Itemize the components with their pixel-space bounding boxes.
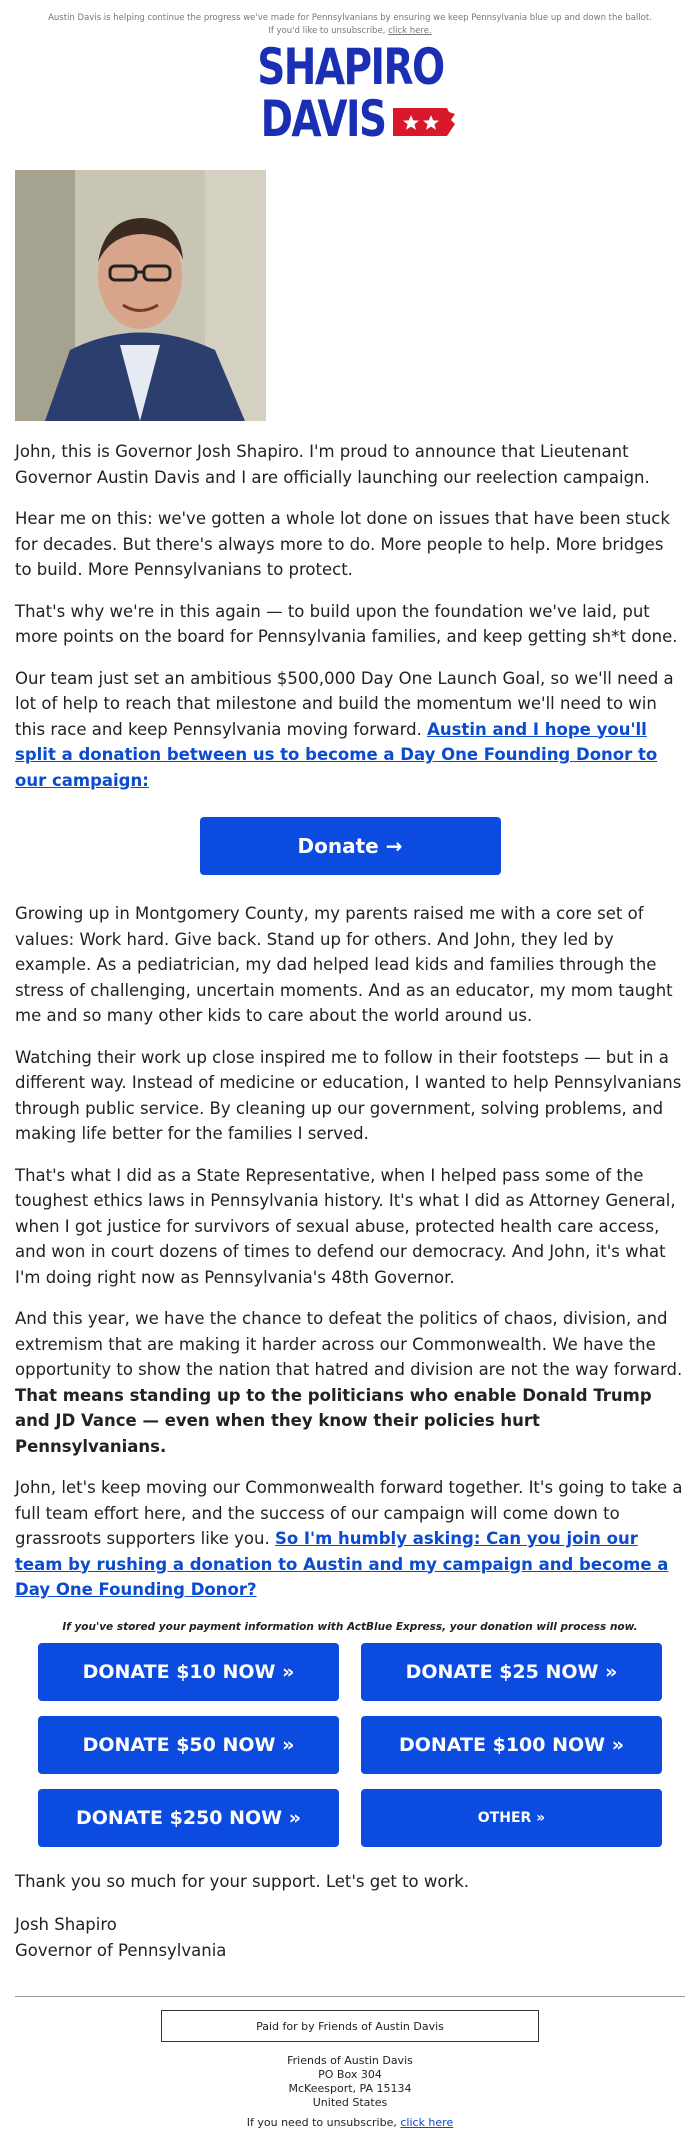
donate-section <box>0 817 700 875</box>
paragraph-goal <box>15 666 685 794</box>
portrait-icon <box>15 170 266 421</box>
signature-name: Josh Shapiro <box>15 1915 117 1934</box>
email-body <box>0 439 700 793</box>
address-country: United States <box>312 2096 388 2109</box>
ask-link[interactable]: So I'm humbly asking: Can you join our team by rushing a donation to Austin and my campaign and become a Day One Founding Donor? <box>15 1529 669 1599</box>
logo-shapiro: SHAPIRO <box>256 38 444 96</box>
paragraph-reelection: That's why we're in this again — to build upon the foundation we've laid, put more points on the board for Pennsylvania families, and keep getting sh*t done. <box>15 601 678 646</box>
campaign-logo <box>0 38 700 154</box>
closing <box>0 1869 700 1964</box>
pennsylvania-stars-icon <box>391 104 457 140</box>
goal-text: Our team just set an ambitious $500,000 Day One Launch Goal, so we'll need a lot of help to reach that milestone and build the momentum we'll need to win this race and keep Pennsylvania moving forward. <box>15 668 674 739</box>
signature-title: Governor of Pennsylvania <box>15 1940 227 1960</box>
signature <box>15 1912 685 1963</box>
preheader-unsubscribe-text: If you'd like to unsubscribe, <box>268 26 386 36</box>
footer-divider <box>15 1996 685 1997</box>
extremism-bold-text: That means standing up to the politicians who enable Donald Trump and JD Vance — even when they know their policies hurt Pennsylvanians. <box>15 1385 652 1456</box>
paragraph-extremism <box>15 1306 685 1459</box>
mailing-address <box>0 2054 700 2110</box>
paragraph-ask <box>15 1475 685 1603</box>
donate-button[interactable]: Donate → <box>200 817 501 875</box>
donate-100-button[interactable]: DONATE $100 NOW » <box>361 1716 662 1774</box>
paid-for-box: Paid for by Friends of Austin Davis <box>161 2010 539 2042</box>
preheader-unsubscribe-link[interactable]: click here. <box>388 26 432 36</box>
email-body-continued <box>0 901 700 1603</box>
paragraph-public-service: Watching their work up close inspired me to follow in their footsteps — but in a different way. Instead of medicine or education, I wanted to help Pennsylvanians through public service. By cleaning up our government, solving problems, and making life better for the families I served. <box>15 1047 682 1143</box>
address-city: McKeesport, PA 15134 <box>288 2082 412 2095</box>
donate-other-button[interactable]: OTHER » <box>361 1789 662 1847</box>
paragraph-intro: John, this is Governor Josh Shapiro. I'm proud to announce that Lieutenant Governor Austin Davis and I are officially launching our reelection campaign. <box>15 442 650 487</box>
donate-50-button[interactable]: DONATE $50 NOW » <box>38 1716 339 1774</box>
address-org: Friends of Austin Davis <box>287 2054 413 2067</box>
donate-button-grid <box>0 1643 700 1847</box>
footer-unsubscribe <box>0 2116 700 2129</box>
actblue-notice: If you've stored your payment information with ActBlue Express, your donation will process now. <box>62 1620 638 1633</box>
preheader <box>0 0 700 38</box>
paragraph-progress: Hear me on this: we've gotten a whole lot done on issues that have been stuck for decades. But there's always more to do. More people to help. More bridges to build. More Pennsylvanians to protect. <box>15 509 670 579</box>
paragraph-record: That's what I did as a State Representative, when I helped pass some of the toughest ethics laws in Pennsylvania history. It's what I did as Attorney General, when I got justice for survivors of sexual abuse, protected health care access, and won in court dozens of times to defend our democracy. And John, it's what I'm doing right now as Pennsylvania's 48th Governor. <box>15 1165 676 1287</box>
logo-davis: DAVIS <box>260 90 386 148</box>
paragraph-upbringing: Growing up in Montgomery County, my parents raised me with a core set of values: Work hard. Give back. Stand up for others. And John, they led by example. As a pediatrician, my dad helped lead kids and families through the stress of challenging, uncertain moments. And as an educator, my mom taught me and so many other kids to care about the world around us. <box>15 904 673 1025</box>
address-po-box: PO Box 304 <box>318 2068 382 2081</box>
ask-text: John, let's keep moving our Commonwealth forward together. It's going to take a full team effort here, and the success of our campaign will come down to grassroots supporters like you. <box>15 1478 683 1548</box>
donate-10-button[interactable]: DONATE $10 NOW » <box>38 1643 339 1701</box>
founding-donor-link[interactable]: Austin and I hope you'll split a donation between us to become a Day One Founding Donor to our campaign: <box>15 719 658 790</box>
footer-unsubscribe-text: If you need to unsubscribe, <box>246 2116 397 2129</box>
footer-unsubscribe-link[interactable]: click here <box>400 2116 454 2129</box>
preheader-text: Austin Davis is helping continue the progress we've made for Pennsylvanians by ensuring we keep Pennsylvania blue up and down the ballot. <box>48 13 652 23</box>
donate-25-button[interactable]: DONATE $25 NOW » <box>361 1643 662 1701</box>
thanks-text: Thank you so much for your support. Let's get to work. <box>15 1871 470 1891</box>
extremism-text: And this year, we have the chance to defeat the politics of chaos, division, and extremism that are making it harder across our Commonwealth. We have the opportunity to show the nation that hatred and division are not the way forward. <box>15 1309 683 1379</box>
donate-250-button[interactable]: DONATE $250 NOW » <box>38 1789 339 1847</box>
